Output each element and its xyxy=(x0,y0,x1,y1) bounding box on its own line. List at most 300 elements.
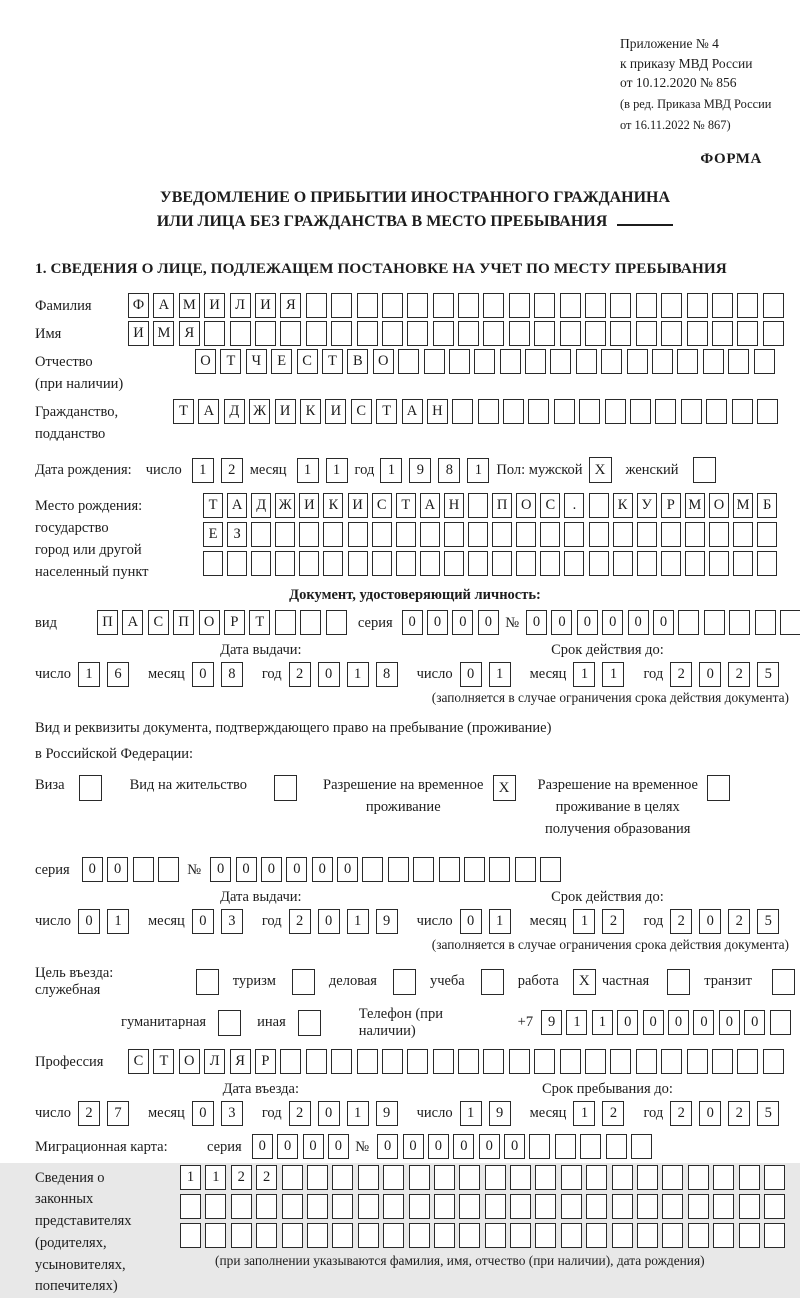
char-box[interactable]: 9 xyxy=(541,1010,562,1035)
char-box[interactable] xyxy=(452,399,473,424)
char-box[interactable]: К xyxy=(323,493,343,518)
char-box[interactable] xyxy=(739,1223,760,1248)
char-box[interactable] xyxy=(662,1223,683,1248)
char-box[interactable]: 8 xyxy=(438,458,460,483)
char-box[interactable] xyxy=(348,522,368,547)
char-box[interactable] xyxy=(474,349,495,374)
char-box[interactable] xyxy=(764,1194,785,1219)
char-box[interactable]: 1 xyxy=(489,662,511,687)
char-box[interactable]: 2 xyxy=(602,1101,624,1126)
char-box[interactable] xyxy=(661,522,681,547)
char-box[interactable] xyxy=(332,1194,353,1219)
purpose-study-checkbox[interactable] xyxy=(481,969,504,995)
char-box[interactable] xyxy=(307,1194,328,1219)
char-box[interactable] xyxy=(586,1165,607,1190)
char-box[interactable] xyxy=(256,1223,277,1248)
char-box[interactable] xyxy=(728,349,749,374)
char-box[interactable] xyxy=(662,1194,683,1219)
char-box[interactable] xyxy=(398,349,419,374)
char-box[interactable]: Л xyxy=(230,293,251,318)
char-box[interactable] xyxy=(307,1223,328,1248)
char-box[interactable] xyxy=(713,1165,734,1190)
char-box[interactable] xyxy=(300,610,321,635)
char-box[interactable] xyxy=(362,857,383,882)
char-box[interactable] xyxy=(492,551,512,576)
char-box[interactable]: 0 xyxy=(318,909,340,934)
char-box[interactable] xyxy=(299,551,319,576)
char-box[interactable]: Т xyxy=(322,349,343,374)
char-box[interactable] xyxy=(755,610,776,635)
char-box[interactable]: 0 xyxy=(617,1010,638,1035)
char-box[interactable] xyxy=(612,1223,633,1248)
char-box[interactable] xyxy=(357,293,378,318)
char-box[interactable]: 0 xyxy=(452,610,473,635)
char-box[interactable] xyxy=(516,522,536,547)
char-box[interactable] xyxy=(630,399,651,424)
purpose-transit-checkbox[interactable] xyxy=(772,969,795,995)
char-box[interactable]: 1 xyxy=(347,1101,369,1126)
char-box[interactable] xyxy=(227,551,247,576)
char-box[interactable]: Я xyxy=(280,293,301,318)
char-box[interactable] xyxy=(662,1165,683,1190)
char-box[interactable] xyxy=(589,493,609,518)
char-box[interactable] xyxy=(560,293,581,318)
char-box[interactable]: Р xyxy=(661,493,681,518)
char-box[interactable]: 0 xyxy=(82,857,103,882)
char-box[interactable] xyxy=(280,1049,301,1074)
char-box[interactable] xyxy=(483,1049,504,1074)
char-box[interactable]: А xyxy=(198,399,219,424)
char-box[interactable]: 0 xyxy=(403,1134,424,1159)
char-box[interactable] xyxy=(540,857,561,882)
char-box[interactable]: 0 xyxy=(303,1134,324,1159)
char-box[interactable] xyxy=(610,321,631,346)
char-box[interactable]: 0 xyxy=(668,1010,689,1035)
char-box[interactable] xyxy=(158,857,179,882)
char-box[interactable] xyxy=(613,551,633,576)
char-box[interactable]: 1 xyxy=(489,909,511,934)
char-box[interactable]: 2 xyxy=(289,662,311,687)
char-box[interactable]: С xyxy=(148,610,169,635)
char-box[interactable] xyxy=(764,1223,785,1248)
char-box[interactable] xyxy=(560,1049,581,1074)
char-box[interactable]: 2 xyxy=(289,1101,311,1126)
char-box[interactable] xyxy=(205,1223,226,1248)
char-box[interactable]: В xyxy=(347,349,368,374)
char-box[interactable] xyxy=(737,321,758,346)
char-box[interactable] xyxy=(561,1165,582,1190)
char-box[interactable]: Ж xyxy=(275,493,295,518)
char-box[interactable]: А xyxy=(122,610,143,635)
char-box[interactable] xyxy=(688,1165,709,1190)
char-box[interactable] xyxy=(372,522,392,547)
char-box[interactable] xyxy=(589,522,609,547)
char-box[interactable]: А xyxy=(402,399,423,424)
char-box[interactable] xyxy=(637,551,657,576)
char-box[interactable]: Б xyxy=(757,493,777,518)
char-box[interactable]: Т xyxy=(203,493,223,518)
char-box[interactable] xyxy=(458,1049,479,1074)
char-box[interactable] xyxy=(500,349,521,374)
char-box[interactable]: 9 xyxy=(376,1101,398,1126)
char-box[interactable] xyxy=(357,1049,378,1074)
char-box[interactable]: П xyxy=(173,610,194,635)
char-box[interactable]: И xyxy=(128,321,149,346)
residence-permit-checkbox[interactable] xyxy=(274,775,297,801)
char-box[interactable] xyxy=(306,1049,327,1074)
char-box[interactable]: Я xyxy=(230,1049,251,1074)
char-box[interactable] xyxy=(382,293,403,318)
char-box[interactable]: 0 xyxy=(453,1134,474,1159)
char-box[interactable] xyxy=(585,321,606,346)
char-box[interactable]: 1 xyxy=(78,662,100,687)
char-box[interactable]: 0 xyxy=(107,857,128,882)
char-box[interactable]: 0 xyxy=(460,909,482,934)
char-box[interactable]: 2 xyxy=(289,909,311,934)
char-box[interactable] xyxy=(704,610,725,635)
char-box[interactable] xyxy=(555,1134,576,1159)
char-box[interactable]: У xyxy=(637,493,657,518)
char-box[interactable] xyxy=(534,293,555,318)
char-box[interactable] xyxy=(420,551,440,576)
char-box[interactable] xyxy=(433,293,454,318)
char-box[interactable]: 0 xyxy=(428,1134,449,1159)
char-box[interactable]: 0 xyxy=(318,662,340,687)
char-box[interactable]: 3 xyxy=(221,1101,243,1126)
char-box[interactable] xyxy=(332,1223,353,1248)
char-box[interactable] xyxy=(275,551,295,576)
char-box[interactable] xyxy=(586,1194,607,1219)
char-box[interactable]: 2 xyxy=(256,1165,277,1190)
char-box[interactable] xyxy=(348,551,368,576)
char-box[interactable] xyxy=(661,293,682,318)
char-box[interactable] xyxy=(383,1165,404,1190)
char-box[interactable]: 2 xyxy=(670,662,692,687)
char-box[interactable]: 1 xyxy=(326,458,348,483)
char-box[interactable] xyxy=(560,321,581,346)
char-box[interactable] xyxy=(709,522,729,547)
char-box[interactable]: А xyxy=(153,293,174,318)
char-box[interactable] xyxy=(733,551,753,576)
char-box[interactable] xyxy=(275,522,295,547)
char-box[interactable]: Т xyxy=(249,610,270,635)
char-box[interactable]: 0 xyxy=(628,610,649,635)
purpose-work-checkbox[interactable]: X xyxy=(573,969,596,995)
char-box[interactable]: Я xyxy=(179,321,200,346)
char-box[interactable] xyxy=(485,1165,506,1190)
char-box[interactable]: 0 xyxy=(460,662,482,687)
char-box[interactable]: 1 xyxy=(180,1165,201,1190)
char-box[interactable] xyxy=(280,321,301,346)
char-box[interactable]: 0 xyxy=(328,1134,349,1159)
char-box[interactable]: 1 xyxy=(573,662,595,687)
char-box[interactable] xyxy=(388,857,409,882)
char-box[interactable] xyxy=(687,1049,708,1074)
char-box[interactable]: О xyxy=(516,493,536,518)
char-box[interactable] xyxy=(251,522,271,547)
char-box[interactable]: Т xyxy=(376,399,397,424)
char-box[interactable]: 2 xyxy=(221,458,243,483)
char-box[interactable] xyxy=(503,399,524,424)
char-box[interactable] xyxy=(282,1194,303,1219)
char-box[interactable] xyxy=(464,857,485,882)
char-box[interactable] xyxy=(458,293,479,318)
char-box[interactable]: К xyxy=(300,399,321,424)
char-box[interactable]: 9 xyxy=(489,1101,511,1126)
char-box[interactable]: С xyxy=(540,493,560,518)
char-box[interactable]: Д xyxy=(224,399,245,424)
char-box[interactable]: 1 xyxy=(347,909,369,934)
char-box[interactable] xyxy=(358,1165,379,1190)
char-box[interactable]: Р xyxy=(224,610,245,635)
char-box[interactable] xyxy=(712,321,733,346)
char-box[interactable]: И xyxy=(348,493,368,518)
char-box[interactable] xyxy=(396,522,416,547)
char-box[interactable]: 0 xyxy=(744,1010,765,1035)
char-box[interactable]: 7 xyxy=(107,1101,129,1126)
char-box[interactable] xyxy=(509,1049,530,1074)
char-box[interactable] xyxy=(204,321,225,346)
purpose-humanitarian-checkbox[interactable] xyxy=(218,1010,241,1036)
char-box[interactable]: И xyxy=(255,293,276,318)
male-checkbox[interactable]: X xyxy=(589,457,612,483)
char-box[interactable] xyxy=(434,1223,455,1248)
char-box[interactable] xyxy=(439,857,460,882)
char-box[interactable] xyxy=(612,1165,633,1190)
char-box[interactable]: И xyxy=(325,399,346,424)
char-box[interactable]: 1 xyxy=(592,1010,613,1035)
char-box[interactable] xyxy=(420,522,440,547)
char-box[interactable]: Ф xyxy=(128,293,149,318)
char-box[interactable] xyxy=(661,321,682,346)
char-box[interactable] xyxy=(255,321,276,346)
char-box[interactable]: 0 xyxy=(192,909,214,934)
char-box[interactable] xyxy=(737,293,758,318)
char-box[interactable]: 0 xyxy=(192,1101,214,1126)
char-box[interactable]: 0 xyxy=(252,1134,273,1159)
char-box[interactable]: М xyxy=(153,321,174,346)
char-box[interactable]: 0 xyxy=(402,610,423,635)
char-box[interactable] xyxy=(230,321,251,346)
char-box[interactable] xyxy=(483,321,504,346)
char-box[interactable]: 0 xyxy=(312,857,333,882)
char-box[interactable]: 1 xyxy=(347,662,369,687)
char-box[interactable]: . xyxy=(564,493,584,518)
char-box[interactable]: 1 xyxy=(380,458,402,483)
char-box[interactable]: 0 xyxy=(78,909,100,934)
char-box[interactable] xyxy=(610,1049,631,1074)
char-box[interactable]: Н xyxy=(444,493,464,518)
char-box[interactable]: З xyxy=(227,522,247,547)
char-box[interactable] xyxy=(637,522,657,547)
char-box[interactable] xyxy=(589,551,609,576)
char-box[interactable]: 0 xyxy=(577,610,598,635)
char-box[interactable]: С xyxy=(128,1049,149,1074)
char-box[interactable]: 5 xyxy=(757,909,779,934)
char-box[interactable]: С xyxy=(351,399,372,424)
char-box[interactable] xyxy=(739,1165,760,1190)
char-box[interactable]: 0 xyxy=(693,1010,714,1035)
char-box[interactable] xyxy=(231,1223,252,1248)
char-box[interactable]: 0 xyxy=(478,610,499,635)
char-box[interactable] xyxy=(433,1049,454,1074)
char-box[interactable] xyxy=(529,1134,550,1159)
char-box[interactable]: Т xyxy=(396,493,416,518)
char-box[interactable] xyxy=(383,1194,404,1219)
char-box[interactable]: 5 xyxy=(757,662,779,687)
char-box[interactable] xyxy=(637,1165,658,1190)
char-box[interactable]: 2 xyxy=(602,909,624,934)
char-box[interactable] xyxy=(706,399,727,424)
char-box[interactable] xyxy=(540,551,560,576)
char-box[interactable] xyxy=(382,1049,403,1074)
char-box[interactable] xyxy=(729,610,750,635)
char-box[interactable] xyxy=(372,551,392,576)
temp-permit-checkbox[interactable]: X xyxy=(493,775,516,801)
char-box[interactable] xyxy=(661,1049,682,1074)
char-box[interactable] xyxy=(459,1165,480,1190)
char-box[interactable]: О xyxy=(709,493,729,518)
char-box[interactable]: 6 xyxy=(107,662,129,687)
char-box[interactable] xyxy=(564,522,584,547)
char-box[interactable] xyxy=(459,1194,480,1219)
char-box[interactable]: 0 xyxy=(643,1010,664,1035)
char-box[interactable] xyxy=(478,399,499,424)
char-box[interactable]: 1 xyxy=(467,458,489,483)
char-box[interactable] xyxy=(133,857,154,882)
purpose-private-checkbox[interactable] xyxy=(667,969,690,995)
char-box[interactable]: 0 xyxy=(277,1134,298,1159)
char-box[interactable] xyxy=(601,349,622,374)
char-box[interactable]: С xyxy=(297,349,318,374)
char-box[interactable] xyxy=(737,1049,758,1074)
char-box[interactable]: О xyxy=(195,349,216,374)
char-box[interactable] xyxy=(407,1049,428,1074)
char-box[interactable] xyxy=(713,1223,734,1248)
char-box[interactable]: 0 xyxy=(318,1101,340,1126)
char-box[interactable] xyxy=(424,349,445,374)
char-box[interactable]: Л xyxy=(204,1049,225,1074)
char-box[interactable]: Д xyxy=(251,493,271,518)
char-box[interactable] xyxy=(382,321,403,346)
char-box[interactable] xyxy=(687,321,708,346)
female-checkbox[interactable] xyxy=(693,457,716,483)
char-box[interactable]: 8 xyxy=(376,662,398,687)
char-box[interactable] xyxy=(413,857,434,882)
char-box[interactable] xyxy=(631,1134,652,1159)
char-box[interactable] xyxy=(712,1049,733,1074)
char-box[interactable]: 5 xyxy=(757,1101,779,1126)
char-box[interactable] xyxy=(685,522,705,547)
char-box[interactable] xyxy=(468,493,488,518)
char-box[interactable] xyxy=(585,1049,606,1074)
char-box[interactable] xyxy=(358,1194,379,1219)
char-box[interactable]: П xyxy=(97,610,118,635)
char-box[interactable] xyxy=(433,321,454,346)
char-box[interactable] xyxy=(763,321,784,346)
char-box[interactable] xyxy=(256,1194,277,1219)
char-box[interactable]: 1 xyxy=(192,458,214,483)
char-box[interactable] xyxy=(485,1223,506,1248)
char-box[interactable] xyxy=(732,399,753,424)
char-box[interactable] xyxy=(564,551,584,576)
char-box[interactable] xyxy=(757,399,778,424)
char-box[interactable] xyxy=(709,551,729,576)
char-box[interactable]: 1 xyxy=(460,1101,482,1126)
char-box[interactable] xyxy=(637,1223,658,1248)
char-box[interactable] xyxy=(489,857,510,882)
char-box[interactable] xyxy=(396,551,416,576)
char-box[interactable]: 0 xyxy=(526,610,547,635)
char-box[interactable] xyxy=(485,1194,506,1219)
char-box[interactable]: 1 xyxy=(573,909,595,934)
char-box[interactable]: 2 xyxy=(728,1101,750,1126)
purpose-business-checkbox[interactable] xyxy=(393,969,416,995)
char-box[interactable]: 0 xyxy=(699,662,721,687)
char-box[interactable] xyxy=(627,349,648,374)
char-box[interactable]: А xyxy=(420,493,440,518)
char-box[interactable] xyxy=(510,1165,531,1190)
char-box[interactable]: О xyxy=(199,610,220,635)
char-box[interactable] xyxy=(757,551,777,576)
char-box[interactable]: 1 xyxy=(566,1010,587,1035)
char-box[interactable] xyxy=(739,1194,760,1219)
char-box[interactable]: Т xyxy=(153,1049,174,1074)
char-box[interactable]: 1 xyxy=(602,662,624,687)
char-box[interactable]: 2 xyxy=(78,1101,100,1126)
char-box[interactable]: 2 xyxy=(231,1165,252,1190)
char-box[interactable] xyxy=(534,1049,555,1074)
char-box[interactable]: П xyxy=(492,493,512,518)
char-box[interactable] xyxy=(605,399,626,424)
char-box[interactable] xyxy=(323,522,343,547)
char-box[interactable] xyxy=(585,293,606,318)
char-box[interactable] xyxy=(282,1223,303,1248)
char-box[interactable]: Е xyxy=(203,522,223,547)
char-box[interactable] xyxy=(409,1165,430,1190)
char-box[interactable]: О xyxy=(179,1049,200,1074)
char-box[interactable] xyxy=(409,1223,430,1248)
char-box[interactable] xyxy=(636,321,657,346)
char-box[interactable]: 2 xyxy=(670,1101,692,1126)
char-box[interactable] xyxy=(688,1223,709,1248)
char-box[interactable] xyxy=(231,1194,252,1219)
char-box[interactable] xyxy=(483,293,504,318)
char-box[interactable] xyxy=(358,1223,379,1248)
char-box[interactable] xyxy=(757,522,777,547)
char-box[interactable] xyxy=(685,551,705,576)
char-box[interactable] xyxy=(770,1010,791,1035)
char-box[interactable] xyxy=(459,1223,480,1248)
char-box[interactable] xyxy=(534,321,555,346)
char-box[interactable] xyxy=(282,1165,303,1190)
char-box[interactable]: 1 xyxy=(205,1165,226,1190)
char-box[interactable] xyxy=(535,1165,556,1190)
char-box[interactable] xyxy=(449,349,470,374)
char-box[interactable] xyxy=(579,399,600,424)
char-box[interactable]: Р xyxy=(255,1049,276,1074)
char-box[interactable] xyxy=(203,551,223,576)
char-box[interactable] xyxy=(561,1223,582,1248)
char-box[interactable]: Т xyxy=(220,349,241,374)
char-box[interactable]: 0 xyxy=(479,1134,500,1159)
char-box[interactable] xyxy=(444,551,464,576)
char-box[interactable] xyxy=(525,349,546,374)
char-box[interactable]: И xyxy=(204,293,225,318)
char-box[interactable] xyxy=(576,349,597,374)
char-box[interactable] xyxy=(180,1194,201,1219)
char-box[interactable] xyxy=(652,349,673,374)
